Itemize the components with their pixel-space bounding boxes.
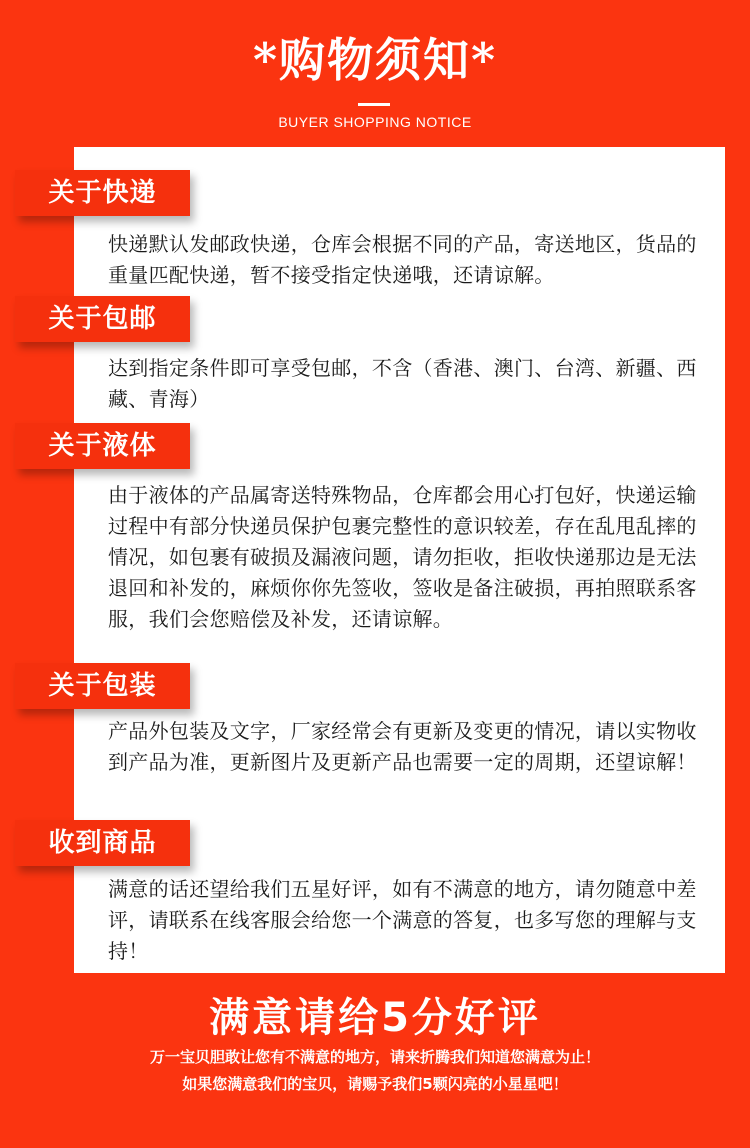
title-divider <box>358 103 390 106</box>
section-text-express: 快递默认发邮政快递，仓库会根据不同的产品，寄送地区，货品的重量匹配快递，暂不接受指定快递哦，还请谅解。 <box>108 232 697 287</box>
section-tag-liquid: 关于液体 <box>15 423 190 469</box>
page-subtitle: BUYER SHOPPING NOTICE <box>278 114 472 130</box>
footer-line-2: 如果您满意我们的宝贝，请赐予我们5颗闪亮的小星星吧！ <box>182 1075 568 1093</box>
section-tag-received: 收到商品 <box>15 820 190 866</box>
section-tag-free-shipping: 关于包邮 <box>15 296 190 342</box>
footer-title: 满意请给5分好评 <box>209 995 541 1041</box>
section-text-packaging: 产品外包装及文字，厂家经常会有更新及变更的情况，请以实物收到产品为准，更新图片及更新产品也需要一定的周期，还望谅解！ <box>108 719 697 774</box>
footer-line-1: 万一宝贝胆敢让您有不满意的地方，请来折腾我们知道您满意为止！ <box>149 1048 600 1066</box>
section-tag-packaging: 关于包装 <box>15 663 190 709</box>
section-text-received: 满意的话还望给我们五星好评，如有不满意的地方，请勿随意中差评，请联系在线客服会给您一个满意的答复，也多写您的理解与支持！ <box>108 877 697 963</box>
section-text-liquid: 由于液体的产品属寄送特殊物品，仓库都会用心打包好，快递运输过程中有部分快递员保护包裹完整性的意识较差，存在乱甩乱摔的情况，如包裹有破损及漏液问题，请勿拒收，拒收快递那边是无法退回和补发的，麻烦你你先签收，签收是备注破损，再拍照联系客服，我们会您赔偿及补发，还请谅解。 <box>108 483 697 631</box>
page-title: *购物须知* <box>252 33 498 87</box>
section-tag-express: 关于快递 <box>15 170 190 216</box>
section-text-free-shipping: 达到指定条件即可享受包邮，不含（香港、澳门、台湾、新疆、西藏、青海） <box>108 356 697 411</box>
